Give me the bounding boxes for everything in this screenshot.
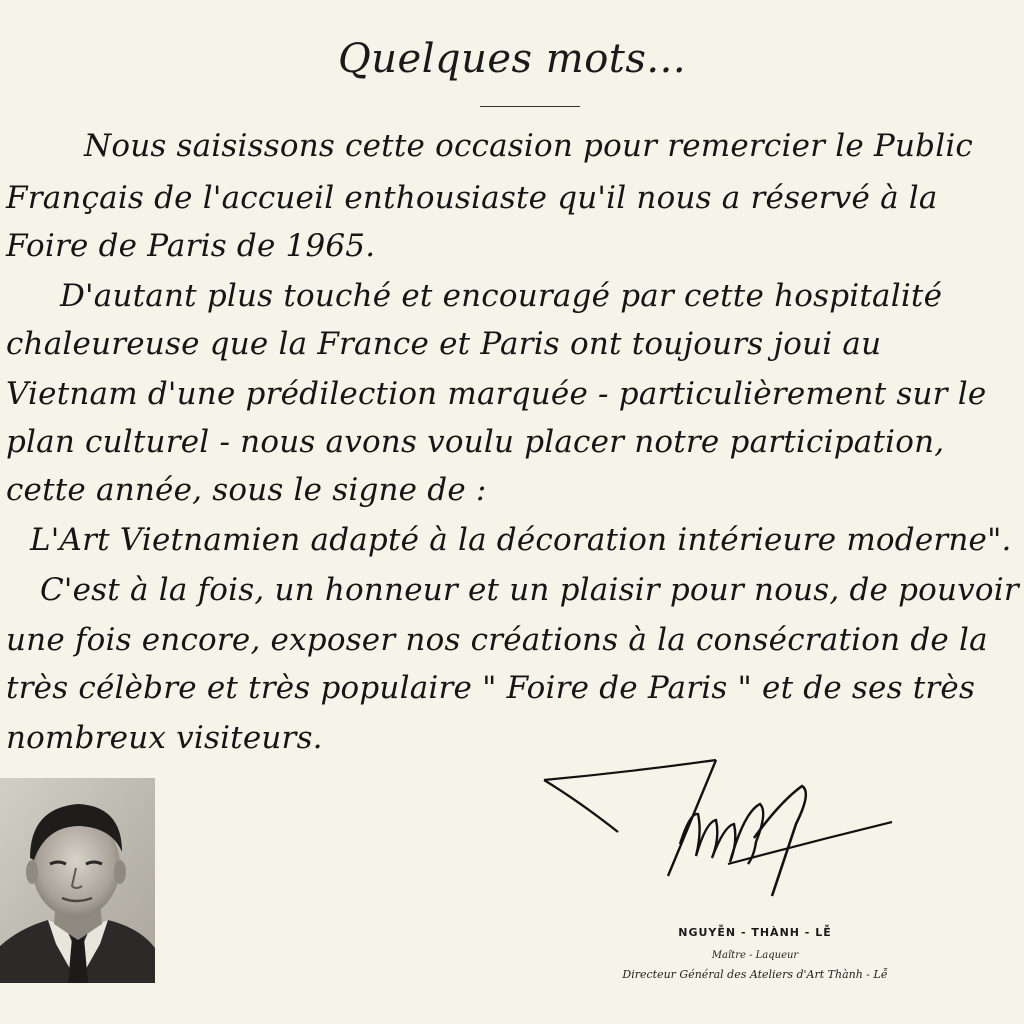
letter-line: chaleureuse que la France et Paris ont toujours joui au (6, 326, 882, 362)
title-divider (480, 106, 580, 107)
letter-line: cette année, sous le signe de : (6, 472, 487, 508)
handwritten-signature (540, 752, 900, 902)
letter-line: très célèbre et très populaire " Foire de Paris " et de ses très (6, 670, 976, 706)
letter-line: C'est à la fois, un honneur et un plaisir pour nous, de pouvoir (40, 572, 1019, 608)
author-portrait (0, 778, 155, 983)
letter-line: plan culturel - nous avons voulu placer notre participation, (6, 424, 945, 460)
letter-line: Français de l'accueil enthousiaste qu'il nous a réservé à la (6, 180, 938, 216)
letter-line: une fois encore, exposer nos créations à la consécration de la (6, 622, 988, 658)
signatory-name: NGUYỄN - THÀNH - LỄ (678, 926, 832, 939)
letter-line: Foire de Paris de 1965. (6, 228, 376, 264)
letter-line: Nous saisissons cette occasion pour remercier le Public (84, 128, 973, 164)
letter-line: D'autant plus touché et encouragé par cette hospitalité (60, 278, 943, 314)
letter-line: L'Art Vietnamien adapté à la décoration intérieure moderne". (30, 522, 1012, 558)
letter-line: nombreux visiteurs. (6, 720, 323, 756)
page-title: Quelques mots... (337, 36, 687, 82)
handwritten-letter (0, 126, 1024, 766)
letter-line: Vietnam d'une prédilection marquée - particulièrement sur le (6, 376, 987, 412)
signatory-organization: Directeur Général des Ateliers d'Art Thành - Lễ (622, 968, 888, 981)
signatory-role: Maître - Laqueur (711, 950, 799, 961)
